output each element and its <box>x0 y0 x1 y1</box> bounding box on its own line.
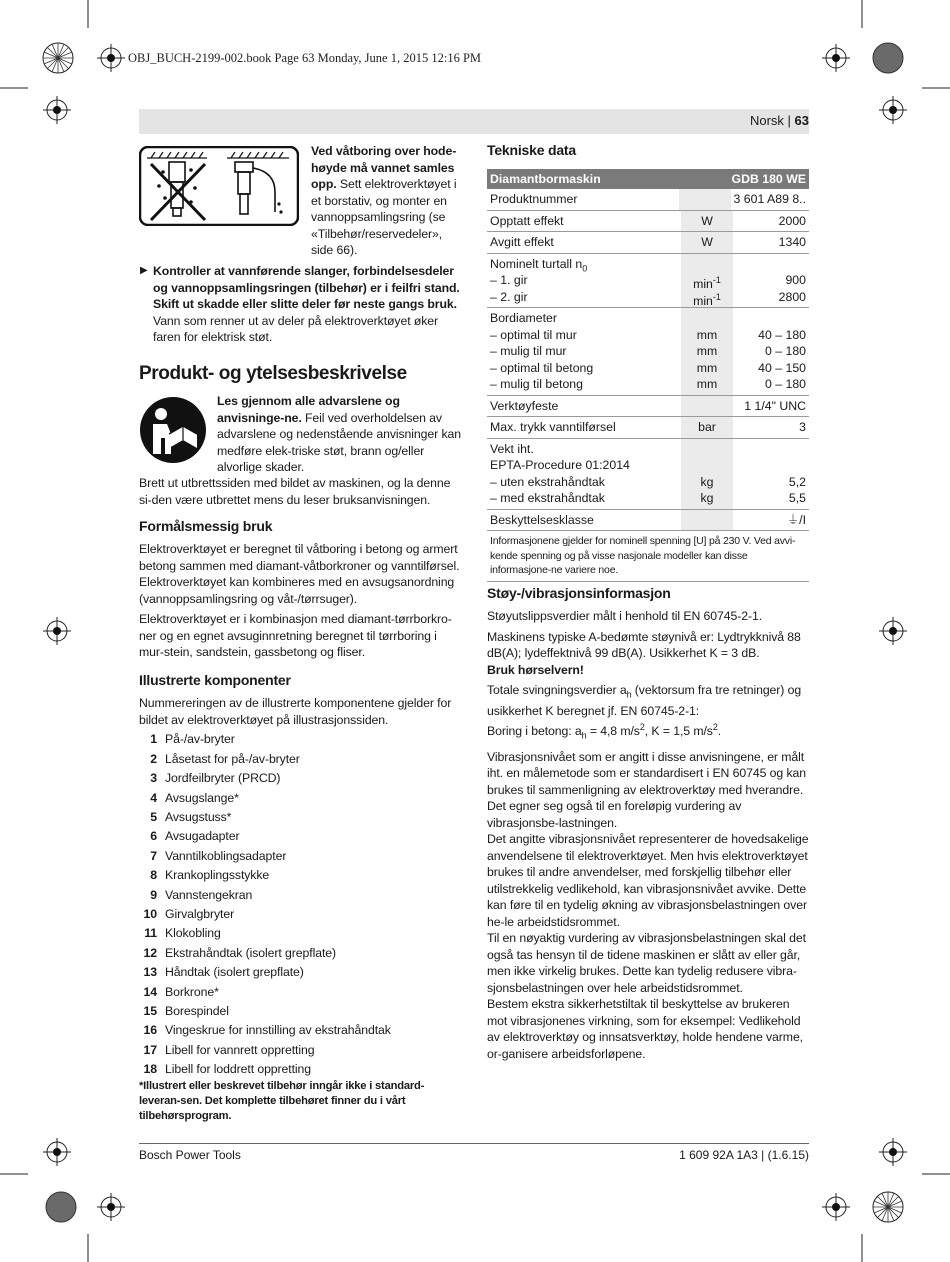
component-label: Jordfeilbryter (PRCD) <box>165 771 281 786</box>
row-label: Max. trykk vanntilførsel <box>490 420 616 434</box>
row-value: 1340 <box>778 235 806 249</box>
noise-text <box>487 608 809 1062</box>
list-item <box>139 1001 463 1020</box>
hose-check-detail: Vann som renner ut av deler på elektroverktøyet øker faren for elektrisk støt. <box>153 313 439 344</box>
row-value: 0 – 180 <box>764 344 806 358</box>
component-label: Avsugadapter <box>165 829 240 844</box>
table-header-product: Diamantbormaskin <box>490 172 601 186</box>
wet-drilling-illustration <box>139 146 299 226</box>
noise-paragraph-2: Maskinens typiske A-bedømte støynivå er: Lydtrykknivå 88 dB(A); lydeffektnivå 99 dB(A). Usikkerhet K = 3 dB. <box>487 629 801 660</box>
component-number: 9 <box>150 887 157 902</box>
component-number: 5 <box>150 810 157 824</box>
list-item <box>139 905 463 924</box>
list-item <box>139 924 463 943</box>
noise-paragraph-6: Til en nøyaktig vurdering av vibrasjonsbelastningen skal det også tas hensyn til de tidene maskinen er slått av eller går, men ikke virkelig brukes. Dette kan tydelig redusere vibra-sjonsbelastningen over hele arbeidstidsrommet. <box>487 931 806 995</box>
section-title-product: Produkt- og ytelsesbeskrivelse <box>139 363 407 384</box>
row-label: Beskyttelsesklasse <box>490 512 594 527</box>
table-header <box>487 169 809 189</box>
page-number: 63 <box>794 113 809 128</box>
table-row <box>487 232 809 254</box>
component-label: Avsugslange* <box>165 790 239 805</box>
component-number: 13 <box>143 965 157 980</box>
row-label: Produktnummer <box>490 192 578 206</box>
component-label: Avsugstuss* <box>165 810 232 824</box>
components-title: Illustrerte komponenter <box>139 672 291 688</box>
table-row <box>487 189 809 211</box>
components-note: *Illustrert eller beskrevet tilbehør inngår ikke i standard-leveran-sen. Det komplette tilbehøret finner du i vårt tilbehørsprogram. <box>139 1080 425 1122</box>
row-label: Opptatt effekt <box>490 213 564 228</box>
row-unit: W <box>701 213 713 228</box>
read-warnings-detail: Feil ved overholdelsen av advarslene og nedenstående anvisninger kan medføre elek-triske støt, brann og/eller alvorlige skader. <box>217 410 461 474</box>
hearing-protection-note: Bruk hørselvern! <box>487 662 584 677</box>
list-item <box>139 788 463 807</box>
list-item <box>139 885 463 904</box>
component-label: Libell for loddrett oppretting <box>165 1062 312 1077</box>
list-item <box>139 1021 463 1040</box>
list-item <box>139 1040 463 1059</box>
fold-out-text: Brett ut utbrettssiden med bildet av maskinen, og la denne si-den være utbrettet mens du leser bruksanvisningen. <box>139 476 451 507</box>
row-label: Nominelt turtall $n_0$ <box>490 256 588 273</box>
list-item <box>139 730 463 749</box>
table-row <box>487 396 809 418</box>
purpose-paragraph-2: Elektroverktøyet er i kombinasjon med diamant-tørrborkro-ner og en egnet avsuginnretning beregnet til tørrboring i mur-stein, sandstein, gassbetong og fliser. <box>139 612 452 659</box>
purpose-title: Formålsmessig bruk <box>139 518 273 534</box>
component-number: 12 <box>143 945 157 960</box>
row-unit: bar <box>698 420 716 434</box>
row-value: 3 <box>799 420 806 434</box>
component-number: 10 <box>143 906 157 921</box>
component-number: 14 <box>143 984 157 999</box>
row-value: 5,2 <box>788 474 806 489</box>
list-item <box>139 1060 463 1079</box>
component-number: 8 <box>150 868 157 883</box>
footer-code: 1 609 92A 1A3 | (1.6.15) <box>679 1148 809 1162</box>
component-number: 2 <box>150 751 157 766</box>
row-label: – mulig til betong <box>490 377 583 391</box>
tech-footnote: Informasjonene gjelder for nominell spenning [U] på 230 V. Ved avvi-kende spenning og på visse nasjonale modeller kan disse informasjone-ne variere noe. <box>487 531 809 582</box>
row-value: 40 – 180 <box>758 327 806 342</box>
component-number: 11 <box>144 926 157 941</box>
component-number: 15 <box>143 1003 157 1018</box>
tech-data-title: Tekniske data <box>487 142 576 158</box>
row-value: 40 – 150 <box>758 360 806 375</box>
purpose-text <box>139 541 463 661</box>
hose-check-bold: Kontroller at vannførende slanger, forbindelsesdeler og vannoppsamlingsringen (tilbehør) er i feilfri stand. Skift ut skadde eller slitte deler før neste gangs bruk. <box>153 264 460 311</box>
read-warnings-bold: Les gjennom alle advarslene og anvisninge-ne. <box>217 394 400 425</box>
language-label: Norsk <box>749 113 784 128</box>
list-item <box>139 982 463 1001</box>
row-label: – optimal til betong <box>490 360 594 375</box>
row-label: – optimal til mur <box>490 327 577 342</box>
row-label: – 2. gir <box>490 289 528 304</box>
read-manual-icon <box>139 396 207 464</box>
component-label: Klokobling <box>165 926 221 941</box>
row-value: 1 1/4" UNC <box>744 398 806 413</box>
row-unit: kg <box>700 474 714 489</box>
row-label: – uten ekstrahåndtak <box>490 474 605 489</box>
row-value: 900 <box>785 273 806 287</box>
row-label: Bordiameter <box>490 311 557 325</box>
table-row <box>487 439 809 510</box>
component-label: Libell for vannrett oppretting <box>165 1042 315 1057</box>
wet-drilling-text <box>311 143 461 259</box>
row-unit: kg <box>700 491 714 505</box>
triangle-bullet-icon: ▶ <box>140 265 148 276</box>
hose-check-bullet <box>139 263 461 346</box>
wet-drilling-bold: Ved våtboring over hode-høyde må vannet samles opp. <box>311 144 457 191</box>
list-item <box>139 827 463 846</box>
row-unit: $\min^{-1}$ <box>693 291 721 308</box>
file-info-line: OBJ_BUCH-2199-002.book Page 63 Monday, June 1, 2015 12:16 PM <box>128 51 482 65</box>
component-label: Håndtak (isolert grepflate) <box>165 965 304 980</box>
noise-paragraph-7: Bestem ekstra sikkerhetstiltak til beskyttelse av brukeren mot vibrasjonenes virkning, som for eksempel: Vedlikehold av elektroverktøy og innsatsverktøy, holde hendene varme, or-ganisere arbeidsforløpene. <box>487 997 803 1061</box>
noise-paragraph-3: Totale svingningsverdier $a_h$ (vektorsum fra tre retninger) og usikkerhet K beregnet jf. EN 60745-2-1: Boring i betong: $a_h = 4,8$ $m/s^2$, K = 1,5 $m/s^2$. <box>487 683 802 741</box>
component-number: 1 <box>150 732 157 747</box>
list-item <box>139 769 463 788</box>
table-header-model: GDB 180 WE <box>731 172 806 186</box>
row-value: 0 – 180 <box>764 377 806 391</box>
table-row <box>487 254 809 309</box>
list-item <box>139 943 463 962</box>
row-label: Verktøyfeste <box>490 398 559 413</box>
read-warnings-text <box>217 393 463 476</box>
row-label: – mulig til mur <box>490 344 567 358</box>
component-number: 3 <box>150 771 157 786</box>
row-unit: mm <box>696 327 718 342</box>
component-label: Krankoplingsstykke <box>165 868 270 883</box>
row-label: – 1. gir <box>490 273 528 287</box>
row-unit: $\min^{-1}$ <box>693 275 721 292</box>
row-unit: mm <box>696 360 718 375</box>
table-row <box>487 510 809 532</box>
component-label: Vannstengekran <box>165 887 253 902</box>
list-item <box>139 808 463 827</box>
components-list <box>139 730 463 1079</box>
component-label: Borkrone* <box>165 984 219 999</box>
purpose-paragraph-1: Elektroverktøyet er beregnet til våtboring i betong og armert betong sammen med diamant-våtborkroner og vanntilførsel. Elektroverktøyet kan kombineres med en avsugsanordning (vannoppsamlingsring og våt-/tørrsuger). <box>139 542 460 606</box>
component-label: Låsetast for på-/av-bryter <box>165 751 300 766</box>
row-value: 5,5 <box>788 491 806 505</box>
component-number: 4 <box>150 790 157 805</box>
component-label: Girvalgbryter <box>165 906 235 921</box>
component-label: Borespindel <box>165 1003 229 1018</box>
component-number: 6 <box>150 829 157 844</box>
component-number: 16 <box>143 1023 157 1038</box>
table-row <box>487 211 809 233</box>
noise-paragraph-1: Støyutslippsverdier målt i henhold til EN 60745-2-1. <box>487 609 763 623</box>
component-label: Ekstrahåndtak (isolert grepflate) <box>165 945 336 960</box>
page-header-band <box>139 109 809 134</box>
tech-data-table <box>487 169 809 582</box>
footer-brand: Bosch Power Tools <box>139 1148 241 1162</box>
component-number: 18 <box>143 1062 157 1077</box>
noise-paragraph-4: Vibrasjonsnivået som er angitt i disse anvisningene, er målt iht. en målemetode som er standardisert i EN 60745 og kan brukes til sammenligning av elektroverktøy med hverandre. Det egner seg også til en foreløpig vurdering av vibrasjonsbe-lastningen. <box>487 749 806 830</box>
list-item <box>139 749 463 768</box>
list-item <box>139 846 463 865</box>
row-unit: mm <box>696 377 718 391</box>
list-item <box>139 963 463 982</box>
component-number: 17 <box>143 1042 157 1057</box>
row-label: – med ekstrahåndtak <box>490 491 605 505</box>
row-value: 2800 <box>778 289 806 304</box>
footer-rule <box>139 1143 809 1144</box>
row-unit: W <box>701 235 713 249</box>
table-row <box>487 417 809 439</box>
component-label: På-/av-bryter <box>165 732 235 747</box>
components-intro: Nummereringen av de illustrerte komponentene gjelder for bildet av elektroverktøyet på illustrasjonssiden. <box>139 696 452 727</box>
noise-paragraph-5: Det angitte vibrasjonsnivået representerer de hovedsakelige anvendelsene til elektroverktøyet. Men hvis elektroverktøyet brukes til andre anvendelser, med forskjellig tilbehør eller utilstrekkelig vedlikehold, kan vibrasjonsnivået avvike. Dette kan føre til en tydelig økning av vibrasjonsbelastningen over he-le arbeidstidsrommet. <box>487 832 809 929</box>
wet-drilling-detail: Sett elektroverktøyet i et borstativ, og monter en vannoppsamlingsring (se «Tilbehør/reservedeler», side 66). <box>311 177 457 257</box>
component-number: 7 <box>150 848 157 863</box>
component-label: Vanntilkoblingsadapter <box>165 848 287 863</box>
table-row <box>487 308 809 396</box>
page-header: Norsk | 63 <box>749 113 809 128</box>
row-value: 3 601 A89 8.. <box>733 192 806 206</box>
noise-title: Støy-/vibrasjonsinformasjon <box>487 585 671 601</box>
row-unit: mm <box>696 344 718 358</box>
row-label: Vekt iht. <box>490 441 534 456</box>
row-label: Avgitt effekt <box>490 235 554 249</box>
row-value: ⏚/I <box>786 512 806 527</box>
row-label: EPTA-Procedure 01:2014 <box>490 458 630 472</box>
row-value: 2000 <box>778 213 806 228</box>
component-label: Vingeskrue for innstilling av ekstrahåndtak <box>165 1023 391 1038</box>
list-item <box>139 866 463 885</box>
